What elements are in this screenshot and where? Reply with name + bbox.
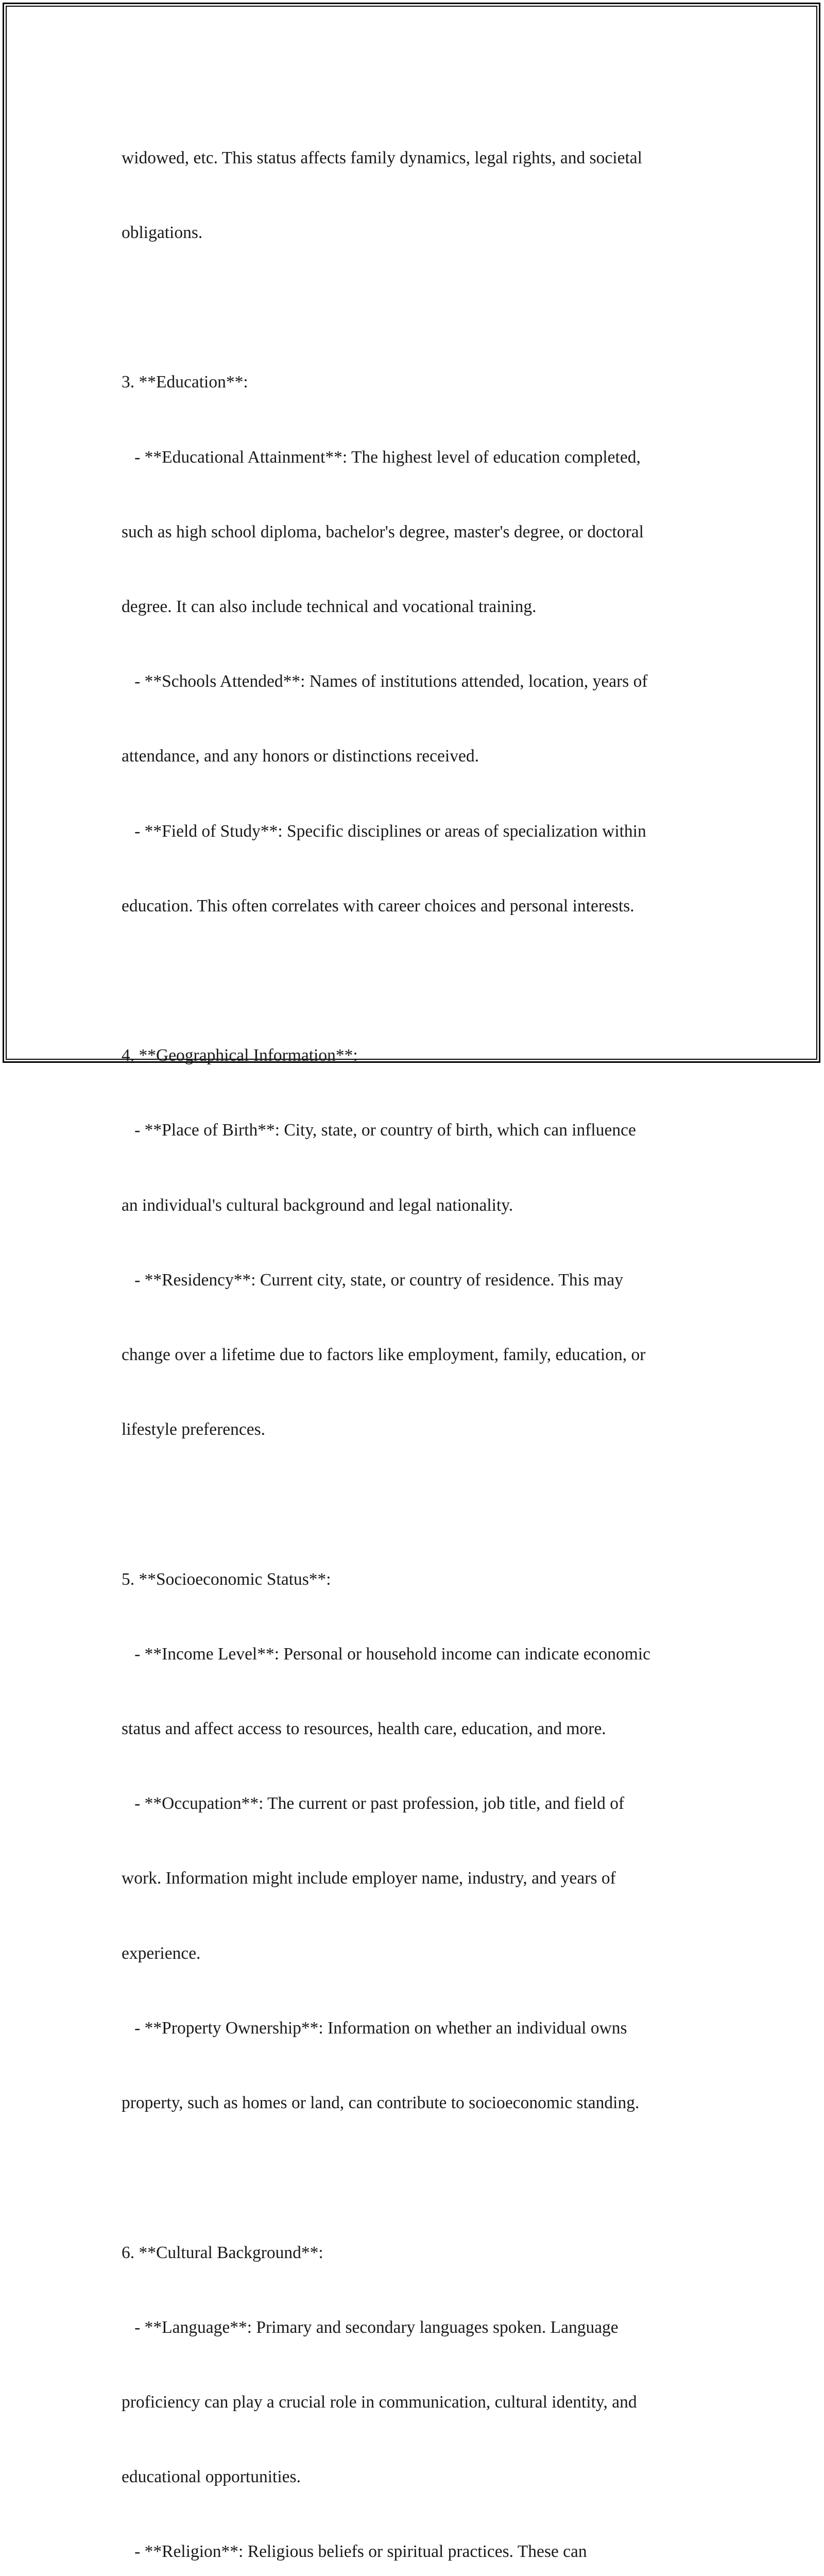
text-line: education. This often correlates with career choices and personal interests. xyxy=(122,896,634,916)
section-heading-education: 3. **Education**: xyxy=(122,372,248,392)
text-line: - **Educational Attainment**: The highest level of education completed, xyxy=(122,447,641,467)
section-heading-socioeconomic-status: 5. **Socioeconomic Status**: xyxy=(122,1569,331,1589)
blank-line xyxy=(122,2165,714,2190)
text-line: educational opportunities. xyxy=(122,2467,301,2487)
text-line: proficiency can play a crucial role in communication, cultural identity, and xyxy=(122,2392,637,2412)
text-line: - **Language**: Primary and secondary languages spoken. Language xyxy=(122,2317,619,2337)
blank-line xyxy=(122,1492,714,1517)
text-line: change over a lifetime due to factors like employment, family, education, or xyxy=(122,1345,646,1365)
text-line: an individual's cultural background and legal nationality. xyxy=(122,1195,513,1215)
text-line: degree. It can also include technical and vocational training. xyxy=(122,597,537,617)
text-line: such as high school diploma, bachelor's degree, master's degree, or doctoral xyxy=(122,522,644,541)
text-line: - **Income Level**: Personal or household income can indicate economic xyxy=(122,1644,651,1664)
text-line: - **Property Ownership**: Information on whether an individual owns xyxy=(122,2018,627,2038)
document-body xyxy=(122,96,714,2576)
blank-line xyxy=(122,969,714,993)
blank-line xyxy=(122,295,714,320)
text-line: - **Residency**: Current city, state, or country of residence. This may xyxy=(122,1270,624,1290)
text-line: - **Field of Study**: Specific disciplines or areas of specialization within xyxy=(122,821,646,841)
text-line: obligations. xyxy=(122,223,203,243)
section-heading-geographical-information: 4. **Geographical Information**: xyxy=(122,1046,358,1065)
text-line: lifestyle preferences. xyxy=(122,1420,266,1439)
text-line: attendance, and any honors or distinctions received. xyxy=(122,747,479,766)
text-line: work. Information might include employer name, industry, and years of xyxy=(122,1869,616,1888)
text-line: property, such as homes or land, can contribute to socioeconomic standing. xyxy=(122,2093,640,2113)
text-line: experience. xyxy=(122,1943,201,1963)
text-line: status and affect access to resources, health care, education, and more. xyxy=(122,1719,606,1739)
text-line: - **Place of Birth**: City, state, or country of birth, which can influence xyxy=(122,1121,636,1140)
text-line: - **Religion**: Religious beliefs or spiritual practices. These can xyxy=(122,2542,587,2562)
text-line: - **Schools Attended**: Names of institutions attended, location, years of xyxy=(122,672,648,691)
text-line: - **Occupation**: The current or past profession, job title, and field of xyxy=(122,1794,625,1814)
section-heading-cultural-background: 6. **Cultural Background**: xyxy=(122,2243,323,2262)
text-line: widowed, etc. This status affects family dynamics, legal rights, and societal xyxy=(122,148,642,167)
